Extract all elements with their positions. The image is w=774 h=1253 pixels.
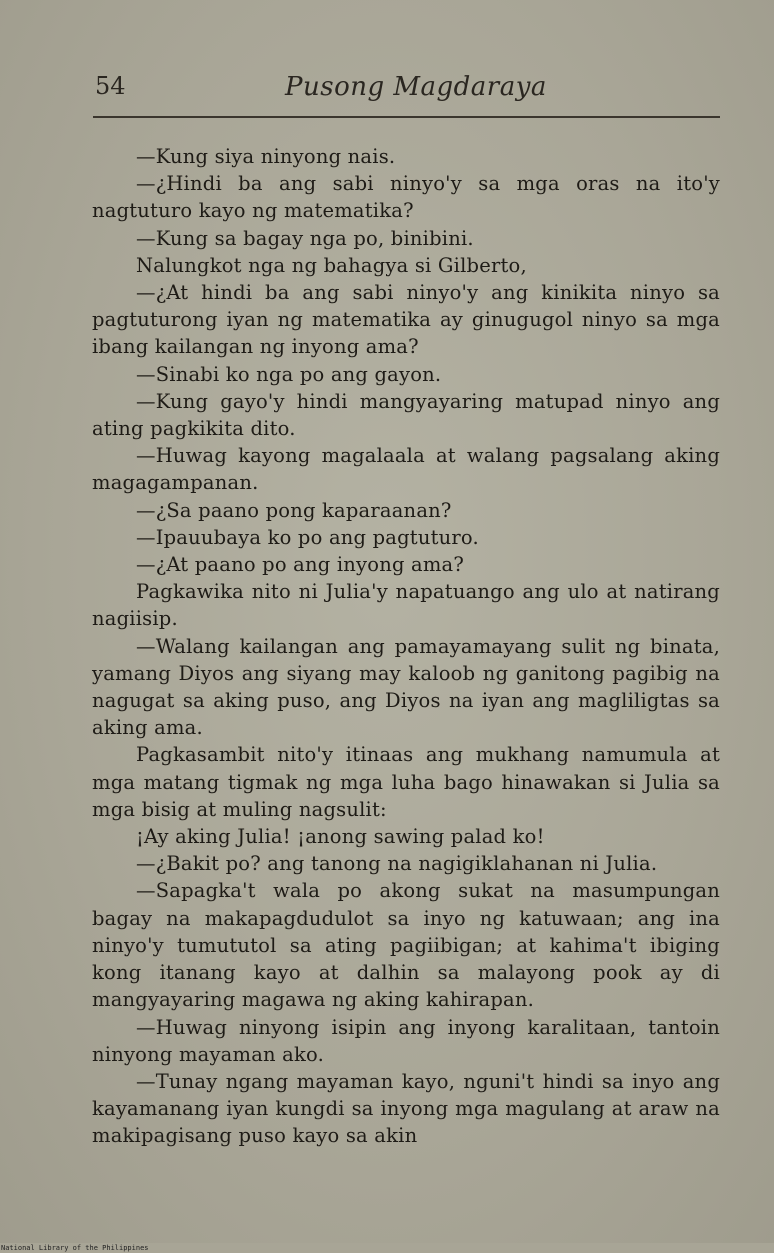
page-header (95, 72, 720, 108)
paragraph: —¿At paano po ang inyong ama? (136, 553, 465, 577)
paragraph: Nalungkot nga ng bahagya si Gilberto, (136, 253, 527, 277)
paragraph: —Kung gayo'y hindi mangyayaring matupad ninyo ang ating pagkikita dito. (92, 389, 720, 441)
page-number: 54 (95, 72, 126, 100)
paragraph: —Walang kailangan ang pamayamayang sulit ng binata, yamang Diyos ang siyang may kaloob ng ganitong pagibig na nagugat sa aking puso, ang Diyos na iyan ang magliligtas sa aking ama. (92, 634, 720, 740)
library-watermark-text: National Library of the Philippines (1, 1244, 149, 1252)
header-rule (93, 116, 720, 118)
paragraph: —Ipauubaya ko po ang pagtuturo. (136, 525, 479, 549)
paragraph: —¿Hindi ba ang sabi ninyo'y sa mga oras na ito'y nagtuturo kayo ng matematika? (92, 172, 720, 223)
body-text (92, 143, 720, 1150)
paragraph: ¡Ay aking Julia! ¡anong sawing palad ko! (136, 825, 545, 849)
running-title: Pusong Magdaraya (285, 72, 547, 102)
paragraph: —Sapagka't wala po akong sukat na masumpungan bagay na makapagdudulot sa inyo ng katuwaan; ang ina ninyo'y tumututol sa ating pagiibigan; at kahima't ibiging kong itanang kayo at dalhin sa malayong pook ay di mangyayaring magawa ng aking kahirapan. (92, 879, 720, 1012)
paragraph: —Kung siya ninyong nais. (136, 145, 396, 168)
paragraph: —Huwag ninyong isipin ang inyong karalitaan, tantoin ninyong mayaman ako. (92, 1015, 720, 1066)
paragraph: Pagkasambit nito'y itinaas ang mukhang namumula at mga matang tigmak ng mga luha bago hinawakan si Julia sa mga bisig at muling nagsulit: (92, 743, 720, 821)
paragraph: —¿Sa paano pong kaparaanan? (136, 498, 452, 522)
paragraph: —¿At hindi ba ang sabi ninyo'y ang kinikita ninyo sa pagtuturong iyan ng matematika ay ginugugol ninyo sa mga ibang kailangan ng inyong ama? (92, 281, 720, 359)
paragraph: —Kung sa bagay nga po, binibini. (136, 226, 474, 250)
paragraph: —Tunay ngang mayaman kayo, nguni't hindi sa inyo ang kayamanang iyan kungdi sa inyong mga magulang at araw na makipagisang puso kayo sa akin (92, 1069, 720, 1148)
paragraph: Pagkawika nito ni Julia'y napatuango ang ulo at natirang nagiisip. (92, 580, 720, 631)
paragraph: —Huwag kayong magalaala at walang pagsalang aking magagampanan. (92, 444, 720, 495)
paragraph: —Sinabi ko nga po ang gayon. (136, 362, 442, 386)
paragraph: —¿Bakit po? ang tanong na nagigiklahanan ni Julia. (136, 852, 658, 876)
